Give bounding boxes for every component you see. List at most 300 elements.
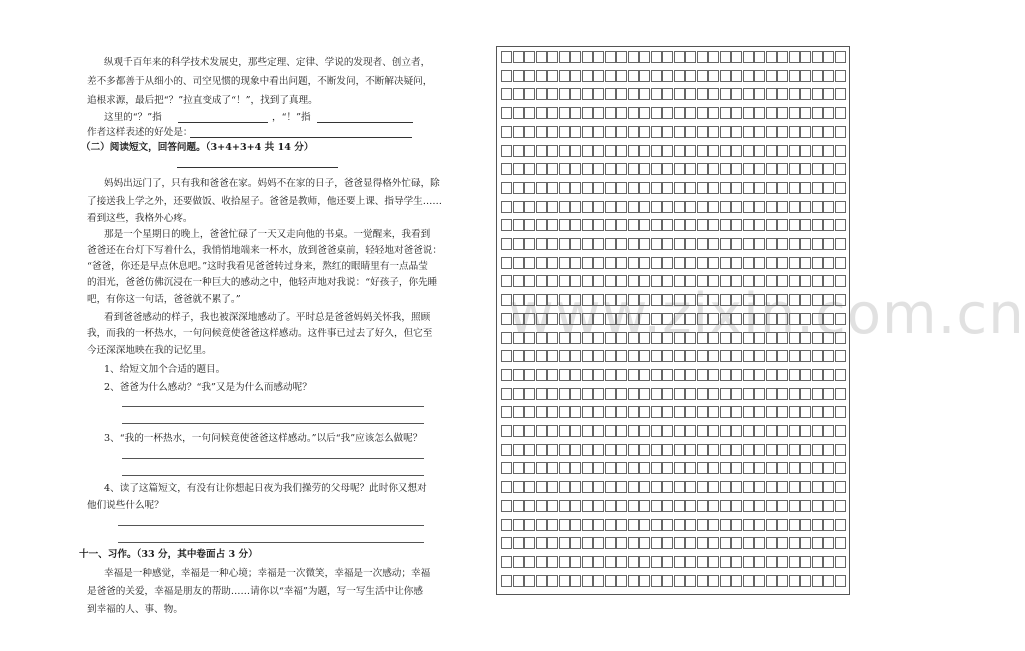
grid-cell[interactable] bbox=[524, 537, 535, 549]
grid-cell[interactable] bbox=[789, 350, 800, 362]
grid-cell[interactable] bbox=[777, 201, 788, 213]
grid-cell[interactable] bbox=[593, 425, 604, 437]
grid-cell[interactable] bbox=[766, 519, 777, 531]
grid-cell[interactable] bbox=[570, 70, 581, 82]
grid-cell[interactable] bbox=[605, 145, 616, 157]
grid-cell[interactable] bbox=[559, 444, 570, 456]
grid-cell[interactable] bbox=[559, 350, 570, 362]
grid-cell[interactable] bbox=[731, 500, 742, 512]
grid-cell[interactable] bbox=[812, 500, 823, 512]
grid-cell[interactable] bbox=[777, 444, 788, 456]
grid-cell[interactable] bbox=[754, 444, 765, 456]
grid-cell[interactable] bbox=[754, 481, 765, 493]
grid-cell[interactable] bbox=[582, 575, 593, 587]
grid-cell[interactable] bbox=[697, 575, 708, 587]
grid-cell[interactable] bbox=[501, 388, 512, 400]
grid-cell[interactable] bbox=[662, 70, 673, 82]
grid-cell[interactable] bbox=[743, 481, 754, 493]
grid-cell[interactable] bbox=[616, 126, 627, 138]
grid-cell[interactable] bbox=[685, 51, 696, 63]
grid-cell[interactable] bbox=[628, 182, 639, 194]
grid-cell[interactable] bbox=[547, 406, 558, 418]
grid-cell[interactable] bbox=[731, 51, 742, 63]
grid-cell[interactable] bbox=[766, 51, 777, 63]
grid-cell[interactable] bbox=[524, 163, 535, 175]
grid-cell[interactable] bbox=[662, 163, 673, 175]
grid-cell[interactable] bbox=[743, 575, 754, 587]
grid-cell[interactable] bbox=[570, 406, 581, 418]
grid-cell[interactable] bbox=[605, 350, 616, 362]
grid-cell[interactable] bbox=[524, 70, 535, 82]
grid-cell[interactable] bbox=[789, 481, 800, 493]
grid-cell[interactable] bbox=[743, 425, 754, 437]
grid-cell[interactable] bbox=[547, 444, 558, 456]
grid-cell[interactable] bbox=[823, 500, 834, 512]
grid-cell[interactable] bbox=[731, 145, 742, 157]
grid-cell[interactable] bbox=[800, 219, 811, 231]
grid-cell[interactable] bbox=[800, 406, 811, 418]
grid-cell[interactable] bbox=[708, 219, 719, 231]
grid-cell[interactable] bbox=[674, 107, 685, 119]
grid-cell[interactable] bbox=[708, 556, 719, 568]
grid-cell[interactable] bbox=[593, 369, 604, 381]
grid-cell[interactable] bbox=[731, 537, 742, 549]
grid-cell[interactable] bbox=[524, 388, 535, 400]
grid-cell[interactable] bbox=[639, 88, 650, 100]
grid-cell[interactable] bbox=[777, 462, 788, 474]
grid-cell[interactable] bbox=[812, 219, 823, 231]
answer-blank[interactable] bbox=[178, 122, 268, 123]
grid-cell[interactable] bbox=[731, 462, 742, 474]
grid-cell[interactable] bbox=[616, 537, 627, 549]
grid-cell[interactable] bbox=[662, 444, 673, 456]
grid-cell[interactable] bbox=[593, 444, 604, 456]
grid-cell[interactable] bbox=[697, 369, 708, 381]
grid-cell[interactable] bbox=[536, 201, 547, 213]
grid-cell[interactable] bbox=[662, 462, 673, 474]
grid-cell[interactable] bbox=[800, 444, 811, 456]
grid-cell[interactable] bbox=[616, 219, 627, 231]
grid-cell[interactable] bbox=[674, 575, 685, 587]
grid-cell[interactable] bbox=[536, 444, 547, 456]
grid-cell[interactable] bbox=[720, 500, 731, 512]
grid-cell[interactable] bbox=[812, 201, 823, 213]
grid-cell[interactable] bbox=[628, 257, 639, 269]
grid-cell[interactable] bbox=[777, 88, 788, 100]
grid-cell[interactable] bbox=[743, 126, 754, 138]
grid-cell[interactable] bbox=[823, 182, 834, 194]
grid-cell[interactable] bbox=[766, 556, 777, 568]
grid-cell[interactable] bbox=[743, 145, 754, 157]
grid-cell[interactable] bbox=[789, 462, 800, 474]
grid-cell[interactable] bbox=[662, 556, 673, 568]
grid-cell[interactable] bbox=[570, 537, 581, 549]
grid-cell[interactable] bbox=[639, 369, 650, 381]
grid-cell[interactable] bbox=[800, 575, 811, 587]
grid-cell[interactable] bbox=[593, 163, 604, 175]
grid-cell[interactable] bbox=[777, 219, 788, 231]
grid-cell[interactable] bbox=[835, 163, 846, 175]
grid-cell[interactable] bbox=[720, 575, 731, 587]
grid-cell[interactable] bbox=[582, 556, 593, 568]
grid-cell[interactable] bbox=[731, 163, 742, 175]
grid-cell[interactable] bbox=[720, 70, 731, 82]
grid-cell[interactable] bbox=[800, 369, 811, 381]
grid-cell[interactable] bbox=[777, 575, 788, 587]
grid-cell[interactable] bbox=[720, 369, 731, 381]
grid-cell[interactable] bbox=[536, 145, 547, 157]
grid-cell[interactable] bbox=[662, 406, 673, 418]
grid-cell[interactable] bbox=[697, 70, 708, 82]
grid-cell[interactable] bbox=[766, 107, 777, 119]
grid-cell[interactable] bbox=[501, 500, 512, 512]
grid-cell[interactable] bbox=[731, 444, 742, 456]
grid-cell[interactable] bbox=[605, 201, 616, 213]
grid-cell[interactable] bbox=[501, 107, 512, 119]
grid-cell[interactable] bbox=[547, 145, 558, 157]
grid-cell[interactable] bbox=[766, 388, 777, 400]
answer-line[interactable] bbox=[122, 475, 424, 476]
grid-cell[interactable] bbox=[536, 462, 547, 474]
grid-cell[interactable] bbox=[570, 350, 581, 362]
grid-cell[interactable] bbox=[674, 238, 685, 250]
grid-cell[interactable] bbox=[593, 500, 604, 512]
grid-cell[interactable] bbox=[547, 238, 558, 250]
grid-cell[interactable] bbox=[835, 70, 846, 82]
grid-cell[interactable] bbox=[800, 462, 811, 474]
grid-cell[interactable] bbox=[674, 388, 685, 400]
grid-cell[interactable] bbox=[651, 537, 662, 549]
grid-cell[interactable] bbox=[593, 537, 604, 549]
grid-cell[interactable] bbox=[697, 388, 708, 400]
grid-cell[interactable] bbox=[674, 537, 685, 549]
grid-cell[interactable] bbox=[754, 238, 765, 250]
grid-cell[interactable] bbox=[593, 257, 604, 269]
grid-cell[interactable] bbox=[582, 201, 593, 213]
grid-cell[interactable] bbox=[662, 388, 673, 400]
grid-cell[interactable] bbox=[835, 575, 846, 587]
grid-cell[interactable] bbox=[800, 51, 811, 63]
grid-cell[interactable] bbox=[582, 88, 593, 100]
grid-cell[interactable] bbox=[800, 107, 811, 119]
grid-cell[interactable] bbox=[685, 257, 696, 269]
grid-cell[interactable] bbox=[513, 556, 524, 568]
grid-cell[interactable] bbox=[639, 537, 650, 549]
grid-cell[interactable] bbox=[777, 51, 788, 63]
grid-cell[interactable] bbox=[547, 500, 558, 512]
grid-cell[interactable] bbox=[639, 163, 650, 175]
grid-cell[interactable] bbox=[524, 219, 535, 231]
grid-cell[interactable] bbox=[593, 519, 604, 531]
grid-cell[interactable] bbox=[812, 575, 823, 587]
grid-cell[interactable] bbox=[789, 406, 800, 418]
grid-cell[interactable] bbox=[547, 425, 558, 437]
grid-cell[interactable] bbox=[835, 556, 846, 568]
grid-cell[interactable] bbox=[536, 406, 547, 418]
grid-cell[interactable] bbox=[605, 257, 616, 269]
grid-cell[interactable] bbox=[536, 126, 547, 138]
grid-cell[interactable] bbox=[524, 88, 535, 100]
grid-cell[interactable] bbox=[536, 163, 547, 175]
title-blank[interactable] bbox=[177, 167, 338, 168]
grid-cell[interactable] bbox=[708, 238, 719, 250]
grid-cell[interactable] bbox=[662, 107, 673, 119]
grid-cell[interactable] bbox=[800, 257, 811, 269]
grid-cell[interactable] bbox=[708, 88, 719, 100]
grid-cell[interactable] bbox=[547, 51, 558, 63]
grid-cell[interactable] bbox=[823, 462, 834, 474]
grid-cell[interactable] bbox=[754, 219, 765, 231]
grid-cell[interactable] bbox=[789, 219, 800, 231]
grid-cell[interactable] bbox=[570, 425, 581, 437]
grid-cell[interactable] bbox=[789, 201, 800, 213]
grid-cell[interactable] bbox=[777, 425, 788, 437]
grid-cell[interactable] bbox=[639, 481, 650, 493]
answer-line[interactable] bbox=[118, 542, 424, 543]
grid-cell[interactable] bbox=[547, 350, 558, 362]
grid-cell[interactable] bbox=[789, 163, 800, 175]
grid-cell[interactable] bbox=[685, 406, 696, 418]
grid-cell[interactable] bbox=[823, 575, 834, 587]
grid-cell[interactable] bbox=[743, 537, 754, 549]
grid-cell[interactable] bbox=[501, 481, 512, 493]
grid-cell[interactable] bbox=[501, 556, 512, 568]
grid-cell[interactable] bbox=[697, 350, 708, 362]
grid-cell[interactable] bbox=[708, 537, 719, 549]
grid-cell[interactable] bbox=[708, 444, 719, 456]
grid-cell[interactable] bbox=[685, 88, 696, 100]
grid-cell[interactable] bbox=[777, 145, 788, 157]
grid-cell[interactable] bbox=[720, 88, 731, 100]
grid-cell[interactable] bbox=[789, 145, 800, 157]
grid-cell[interactable] bbox=[823, 425, 834, 437]
grid-cell[interactable] bbox=[616, 444, 627, 456]
grid-cell[interactable] bbox=[823, 388, 834, 400]
grid-cell[interactable] bbox=[662, 51, 673, 63]
grid-cell[interactable] bbox=[501, 575, 512, 587]
grid-cell[interactable] bbox=[708, 163, 719, 175]
grid-cell[interactable] bbox=[731, 88, 742, 100]
grid-cell[interactable] bbox=[777, 182, 788, 194]
grid-cell[interactable] bbox=[662, 425, 673, 437]
grid-cell[interactable] bbox=[616, 201, 627, 213]
grid-cell[interactable] bbox=[800, 556, 811, 568]
grid-cell[interactable] bbox=[651, 238, 662, 250]
grid-cell[interactable] bbox=[800, 500, 811, 512]
grid-cell[interactable] bbox=[685, 107, 696, 119]
grid-cell[interactable] bbox=[513, 444, 524, 456]
grid-cell[interactable] bbox=[800, 145, 811, 157]
grid-cell[interactable] bbox=[616, 145, 627, 157]
grid-cell[interactable] bbox=[570, 575, 581, 587]
grid-cell[interactable] bbox=[605, 88, 616, 100]
grid-cell[interactable] bbox=[685, 462, 696, 474]
grid-cell[interactable] bbox=[697, 107, 708, 119]
grid-cell[interactable] bbox=[616, 575, 627, 587]
grid-cell[interactable] bbox=[777, 238, 788, 250]
grid-cell[interactable] bbox=[570, 219, 581, 231]
grid-cell[interactable] bbox=[651, 444, 662, 456]
grid-cell[interactable] bbox=[593, 219, 604, 231]
grid-cell[interactable] bbox=[800, 70, 811, 82]
grid-cell[interactable] bbox=[720, 556, 731, 568]
grid-cell[interactable] bbox=[628, 70, 639, 82]
grid-cell[interactable] bbox=[708, 462, 719, 474]
grid-cell[interactable] bbox=[616, 425, 627, 437]
grid-cell[interactable] bbox=[513, 238, 524, 250]
grid-cell[interactable] bbox=[835, 350, 846, 362]
grid-cell[interactable] bbox=[559, 369, 570, 381]
grid-cell[interactable] bbox=[812, 444, 823, 456]
grid-cell[interactable] bbox=[547, 575, 558, 587]
grid-cell[interactable] bbox=[823, 481, 834, 493]
grid-cell[interactable] bbox=[697, 537, 708, 549]
grid-cell[interactable] bbox=[835, 257, 846, 269]
grid-cell[interactable] bbox=[835, 201, 846, 213]
grid-cell[interactable] bbox=[754, 126, 765, 138]
grid-cell[interactable] bbox=[651, 575, 662, 587]
grid-cell[interactable] bbox=[835, 444, 846, 456]
grid-cell[interactable] bbox=[674, 519, 685, 531]
grid-cell[interactable] bbox=[835, 537, 846, 549]
grid-cell[interactable] bbox=[651, 201, 662, 213]
grid-cell[interactable] bbox=[823, 369, 834, 381]
grid-cell[interactable] bbox=[823, 88, 834, 100]
grid-cell[interactable] bbox=[605, 126, 616, 138]
grid-cell[interactable] bbox=[720, 444, 731, 456]
grid-cell[interactable] bbox=[685, 163, 696, 175]
grid-cell[interactable] bbox=[731, 182, 742, 194]
grid-cell[interactable] bbox=[674, 145, 685, 157]
grid-cell[interactable] bbox=[766, 145, 777, 157]
grid-cell[interactable] bbox=[593, 462, 604, 474]
grid-cell[interactable] bbox=[570, 163, 581, 175]
grid-cell[interactable] bbox=[536, 51, 547, 63]
grid-cell[interactable] bbox=[708, 500, 719, 512]
grid-cell[interactable] bbox=[720, 238, 731, 250]
grid-cell[interactable] bbox=[524, 519, 535, 531]
grid-cell[interactable] bbox=[697, 145, 708, 157]
grid-cell[interactable] bbox=[823, 70, 834, 82]
grid-cell[interactable] bbox=[754, 425, 765, 437]
grid-cell[interactable] bbox=[674, 369, 685, 381]
grid-cell[interactable] bbox=[501, 182, 512, 194]
grid-cell[interactable] bbox=[605, 163, 616, 175]
grid-cell[interactable] bbox=[501, 238, 512, 250]
grid-cell[interactable] bbox=[835, 88, 846, 100]
grid-cell[interactable] bbox=[628, 238, 639, 250]
grid-cell[interactable] bbox=[536, 182, 547, 194]
grid-cell[interactable] bbox=[616, 51, 627, 63]
grid-cell[interactable] bbox=[777, 406, 788, 418]
grid-cell[interactable] bbox=[708, 201, 719, 213]
grid-cell[interactable] bbox=[651, 556, 662, 568]
grid-cell[interactable] bbox=[777, 369, 788, 381]
grid-cell[interactable] bbox=[639, 575, 650, 587]
grid-cell[interactable] bbox=[501, 257, 512, 269]
grid-cell[interactable] bbox=[823, 145, 834, 157]
grid-cell[interactable] bbox=[685, 500, 696, 512]
grid-cell[interactable] bbox=[835, 519, 846, 531]
grid-cell[interactable] bbox=[559, 537, 570, 549]
grid-cell[interactable] bbox=[628, 519, 639, 531]
grid-cell[interactable] bbox=[766, 500, 777, 512]
grid-cell[interactable] bbox=[536, 500, 547, 512]
grid-cell[interactable] bbox=[501, 219, 512, 231]
grid-cell[interactable] bbox=[536, 219, 547, 231]
grid-cell[interactable] bbox=[536, 107, 547, 119]
grid-cell[interactable] bbox=[639, 350, 650, 362]
grid-cell[interactable] bbox=[812, 425, 823, 437]
grid-cell[interactable] bbox=[524, 425, 535, 437]
grid-cell[interactable] bbox=[628, 369, 639, 381]
grid-cell[interactable] bbox=[639, 462, 650, 474]
grid-cell[interactable] bbox=[662, 257, 673, 269]
grid-cell[interactable] bbox=[547, 556, 558, 568]
grid-cell[interactable] bbox=[605, 182, 616, 194]
grid-cell[interactable] bbox=[628, 107, 639, 119]
grid-cell[interactable] bbox=[628, 444, 639, 456]
grid-cell[interactable] bbox=[720, 406, 731, 418]
grid-cell[interactable] bbox=[662, 182, 673, 194]
grid-cell[interactable] bbox=[766, 163, 777, 175]
grid-cell[interactable] bbox=[616, 369, 627, 381]
grid-cell[interactable] bbox=[524, 145, 535, 157]
grid-cell[interactable] bbox=[697, 556, 708, 568]
grid-cell[interactable] bbox=[674, 350, 685, 362]
grid-cell[interactable] bbox=[800, 519, 811, 531]
grid-cell[interactable] bbox=[766, 425, 777, 437]
grid-cell[interactable] bbox=[708, 369, 719, 381]
grid-cell[interactable] bbox=[582, 425, 593, 437]
grid-cell[interactable] bbox=[570, 182, 581, 194]
grid-cell[interactable] bbox=[559, 126, 570, 138]
grid-cell[interactable] bbox=[720, 425, 731, 437]
grid-cell[interactable] bbox=[513, 182, 524, 194]
grid-cell[interactable] bbox=[662, 201, 673, 213]
grid-cell[interactable] bbox=[547, 519, 558, 531]
grid-cell[interactable] bbox=[593, 182, 604, 194]
grid-cell[interactable] bbox=[662, 350, 673, 362]
grid-cell[interactable] bbox=[582, 107, 593, 119]
grid-cell[interactable] bbox=[582, 126, 593, 138]
grid-cell[interactable] bbox=[697, 219, 708, 231]
grid-cell[interactable] bbox=[743, 350, 754, 362]
grid-cell[interactable] bbox=[800, 481, 811, 493]
grid-cell[interactable] bbox=[582, 500, 593, 512]
grid-cell[interactable] bbox=[731, 126, 742, 138]
grid-cell[interactable] bbox=[628, 163, 639, 175]
grid-cell[interactable] bbox=[731, 107, 742, 119]
grid-cell[interactable] bbox=[789, 70, 800, 82]
grid-cell[interactable] bbox=[501, 444, 512, 456]
grid-cell[interactable] bbox=[800, 350, 811, 362]
grid-cell[interactable] bbox=[835, 107, 846, 119]
grid-cell[interactable] bbox=[823, 51, 834, 63]
grid-cell[interactable] bbox=[766, 350, 777, 362]
grid-cell[interactable] bbox=[536, 88, 547, 100]
grid-cell[interactable] bbox=[789, 107, 800, 119]
grid-cell[interactable] bbox=[731, 481, 742, 493]
answer-line[interactable] bbox=[118, 525, 424, 526]
grid-cell[interactable] bbox=[835, 500, 846, 512]
grid-cell[interactable] bbox=[639, 519, 650, 531]
grid-cell[interactable] bbox=[766, 369, 777, 381]
grid-cell[interactable] bbox=[639, 425, 650, 437]
grid-cell[interactable] bbox=[501, 425, 512, 437]
grid-cell[interactable] bbox=[708, 481, 719, 493]
grid-cell[interactable] bbox=[513, 369, 524, 381]
